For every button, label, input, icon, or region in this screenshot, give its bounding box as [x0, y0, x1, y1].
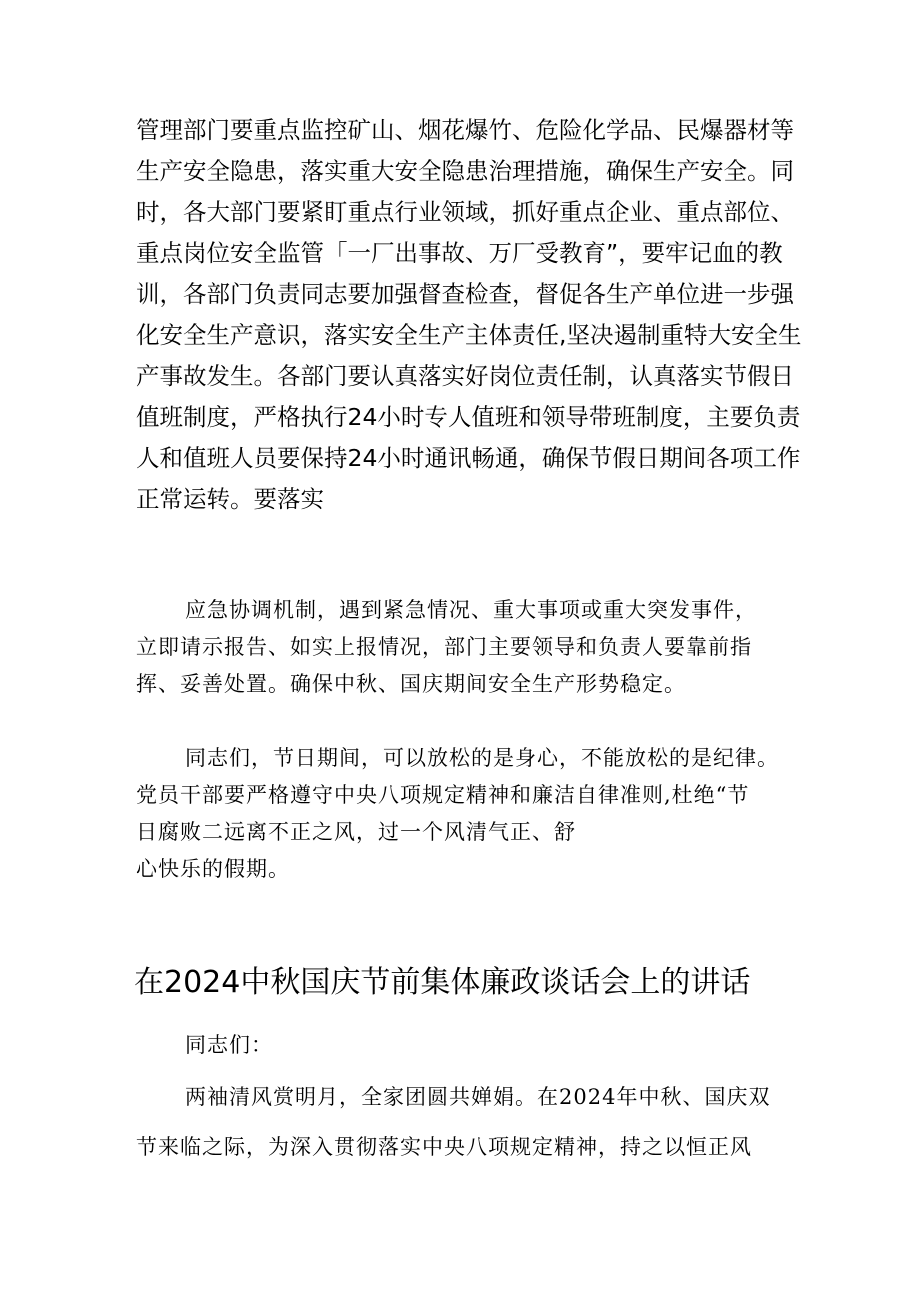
emergency-paragraph	[136, 592, 796, 703]
speech-body	[136, 1020, 796, 1172]
text-line: 立即请示报告、如实上报情况，部门主要领导和负责人要靠前指	[136, 635, 752, 659]
text-line: 挥、妥善处置。确保中秋、国庆期间安全生产形势稳定。	[136, 672, 686, 696]
text-line: 心快乐的假期。	[136, 857, 290, 881]
discipline-paragraph	[136, 740, 796, 888]
text-line: 应急协调机制，遇到紧急情况、重大事项或重大突发事件，	[185, 598, 757, 622]
text-line: 重点岗位安全监管「一厂出事故、万厂受教育”，要牢记血的教	[136, 239, 783, 267]
text-line: 值班制度，严格执行24小时专人值班和领导带班制度，主要负责	[136, 403, 801, 431]
text-line: 管理部门要重点监控矿山、烟花爆竹、危险化学品、民爆器材等	[136, 116, 794, 144]
text-line: 节来临之际，为深入贯彻落实中央八项规定精神，持之以恒正风	[136, 1135, 752, 1159]
speech-title: 在2024中秋国庆节前集体廉政谈话会上的讲话	[134, 965, 751, 1000]
text-line: 党员干部要严格遵守中央八项规定精神和廉洁自律准则,杜绝“节	[136, 783, 750, 807]
text-line: 化安全生产意识，落实安全生产主体责任,坚决遏制重特大安全生	[136, 321, 802, 349]
intro-paragraph	[136, 110, 802, 520]
text-line: 两袖清风赏明月，全家团圆共婵娟。在2024年中秋、国庆双	[185, 1085, 771, 1109]
text-line: 同志们，节日期间，可以放松的是身心，不能放松的是纪律。	[185, 746, 779, 770]
text-line: 训，各部门负责同志要加强督查检查，督促各生产单位进一步强	[136, 280, 794, 308]
text-line: 人和值班人员要保持24小时通讯畅通，确保节假日期间各项工作	[136, 444, 801, 472]
text-line: 时，各大部门要紧盯重点行业领域，抓好重点企业、重点部位、	[136, 198, 794, 226]
text-line: 生产安全隐患，落实重大安全隐患治理措施，确保生产安全。同	[136, 157, 794, 185]
salutation: 同志们：	[185, 1033, 273, 1057]
text-line: 日腐败二远离不正之风，过一个风清气正、舒	[136, 820, 576, 844]
text-line: 产事故发生。各部门要认真落实好岗位责任制，认真落实节假日	[136, 362, 794, 390]
text-line: 正常运转。要落实	[136, 485, 324, 513]
